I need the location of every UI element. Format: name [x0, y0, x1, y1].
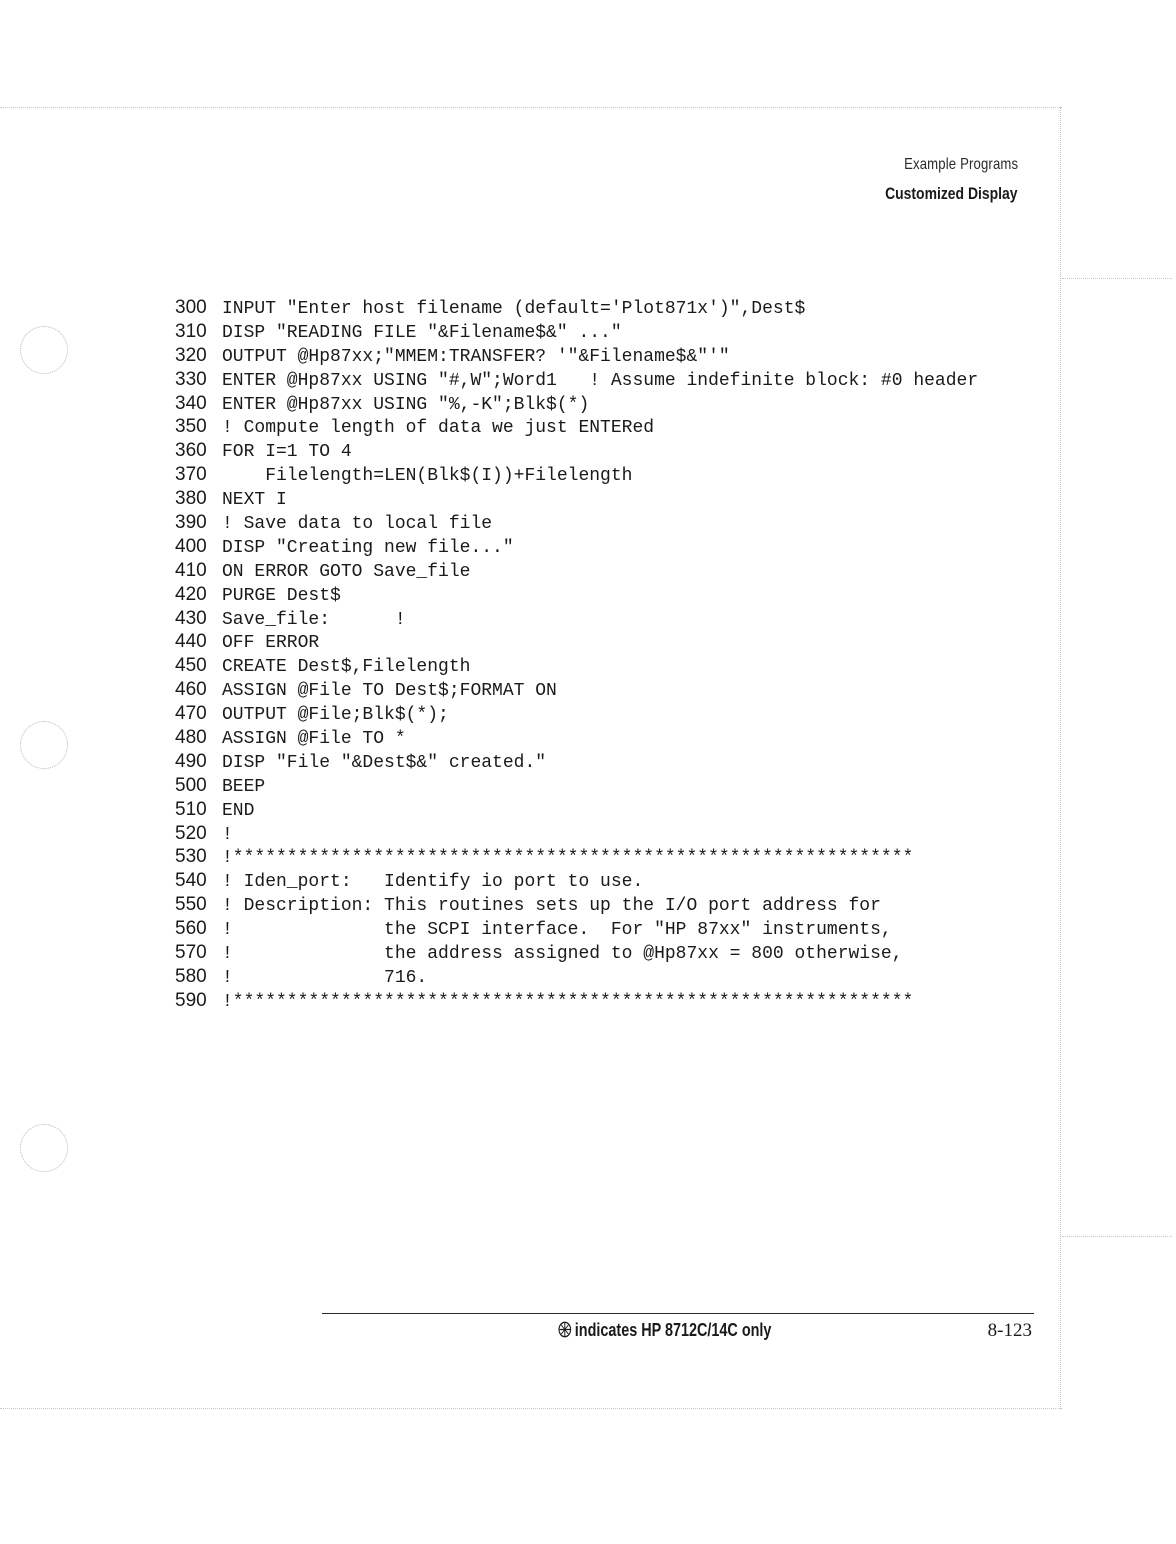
- line-number: 480: [175, 727, 207, 749]
- code-line: [175, 654, 1045, 678]
- code-text: ! Save data to local file: [222, 514, 493, 535]
- binder-hole: [20, 1124, 68, 1172]
- line-number: 320: [175, 344, 207, 366]
- code-text: !***************************************************************: [222, 991, 914, 1012]
- code-line: [175, 893, 1045, 917]
- tab-divider-top: [1062, 278, 1172, 279]
- code-text: ! 716.: [222, 967, 428, 988]
- code-text: OUTPUT @File;Blk$(*);: [222, 705, 449, 726]
- code-line: [175, 869, 1045, 893]
- line-number: 460: [175, 679, 207, 701]
- code-text: FOR I=1 TO 4: [222, 442, 352, 463]
- page-edge-top: [0, 107, 1062, 108]
- page-edge-bottom: [0, 1408, 1062, 1409]
- code-text: ! the address assigned to @Hp87xx = 800 otherwise,: [222, 944, 903, 965]
- code-line: [175, 320, 1045, 344]
- code-text: Filelength=LEN(Blk$(I))+Filelength: [222, 466, 633, 487]
- line-number: 530: [175, 846, 207, 868]
- code-text: ! Iden_port: Identify io port to use.: [222, 872, 644, 893]
- line-number: 580: [175, 965, 207, 987]
- code-text: ON ERROR GOTO Save_file: [222, 561, 471, 582]
- code-line: [175, 439, 1045, 463]
- code-line: [175, 607, 1045, 631]
- line-number: 570: [175, 942, 207, 964]
- code-line: [175, 798, 1045, 822]
- binder-hole: [20, 326, 68, 374]
- line-number: 420: [175, 583, 207, 605]
- line-number: 560: [175, 918, 207, 940]
- footer-note: [558, 1320, 771, 1341]
- code-text: CREATE Dest$,Filelength: [222, 657, 471, 678]
- code-text: OUTPUT @Hp87xx;"MMEM:TRANSFER? '"&Filename$&"'": [222, 346, 730, 367]
- code-text: INPUT "Enter host filename (default='Plot871x')",Dest$: [222, 299, 806, 319]
- line-number: 390: [175, 512, 207, 534]
- line-number: 380: [175, 488, 207, 510]
- running-header-section: Example Programs: [903, 156, 1018, 173]
- code-text: ! Compute length of data we just ENTERed: [222, 418, 655, 439]
- code-line: [175, 392, 1045, 416]
- page-number: 8-123: [987, 1320, 1032, 1341]
- footer-note-text: indicates HP 8712C/14C only: [574, 1320, 772, 1340]
- code-line: [175, 415, 1045, 439]
- code-listing: [175, 296, 1045, 1013]
- code-text: OFF ERROR: [222, 633, 320, 654]
- code-line: [175, 750, 1045, 774]
- code-line: [175, 678, 1045, 702]
- line-number: 590: [175, 989, 207, 1011]
- code-line: [175, 487, 1045, 511]
- code-line: [175, 822, 1045, 846]
- line-number: 540: [175, 870, 207, 892]
- code-line: [175, 559, 1045, 583]
- line-number: 510: [175, 798, 207, 820]
- code-line: [175, 965, 1045, 989]
- code-text: Save_file: !: [222, 609, 406, 630]
- page-edge-right: [1060, 107, 1061, 1409]
- code-line: [175, 463, 1045, 487]
- code-text: ! Description: This routines sets up the I/O port address for: [222, 896, 881, 917]
- code-line: [175, 583, 1045, 607]
- code-line: [175, 702, 1045, 726]
- code-line: [175, 296, 1045, 320]
- code-text: DISP "Creating new file...": [222, 537, 514, 558]
- line-number: 350: [175, 416, 207, 438]
- code-line: [175, 511, 1045, 535]
- code-text: !***************************************************************: [222, 848, 914, 869]
- code-text: ENTER @Hp87xx USING "#,W";Word1 ! Assume indefinite block: #0 header: [222, 370, 979, 391]
- code-text: DISP "READING FILE "&Filename$&" ...": [222, 322, 622, 343]
- code-line: [175, 368, 1045, 392]
- code-line: [175, 535, 1045, 559]
- code-line: [175, 774, 1045, 798]
- code-line: [175, 845, 1045, 869]
- code-text: ENTER @Hp87xx USING "%,-K";Blk$(*): [222, 394, 590, 415]
- binder-hole: [20, 721, 68, 769]
- line-number: 300: [175, 297, 207, 318]
- line-number: 310: [175, 320, 207, 342]
- code-line: [175, 344, 1045, 368]
- code-text: NEXT I: [222, 490, 287, 511]
- code-line: [175, 941, 1045, 965]
- line-number: 410: [175, 559, 207, 581]
- line-number: 340: [175, 392, 207, 414]
- code-text: ASSIGN @File TO Dest$;FORMAT ON: [222, 681, 557, 702]
- ref-mark-icon: [558, 1320, 572, 1341]
- code-text: BEEP: [222, 776, 266, 797]
- code-text: ! the SCPI interface. For "HP 87xx" instruments,: [222, 920, 892, 941]
- code-text: PURGE Dest$: [222, 585, 341, 606]
- code-text: END: [222, 800, 255, 821]
- code-line: [175, 630, 1045, 654]
- code-line: [175, 989, 1045, 1013]
- line-number: 400: [175, 535, 207, 557]
- line-number: 370: [175, 464, 207, 486]
- code-line: [175, 917, 1045, 941]
- line-number: 430: [175, 607, 207, 629]
- code-text: DISP "File "&Dest$&" created.": [222, 752, 547, 773]
- line-number: 470: [175, 703, 207, 725]
- line-number: 360: [175, 440, 207, 462]
- code-text: ASSIGN @File TO *: [222, 729, 406, 750]
- line-number: 450: [175, 655, 207, 677]
- line-number: 500: [175, 774, 207, 796]
- line-number: 440: [175, 631, 207, 653]
- running-header-title: Customized Display: [885, 184, 1018, 203]
- line-number: 330: [175, 368, 207, 390]
- line-number: 520: [175, 822, 207, 844]
- line-number: 550: [175, 894, 207, 916]
- code-text: !: [222, 824, 233, 845]
- line-number: 490: [175, 750, 207, 772]
- footer-rule: [322, 1313, 1034, 1314]
- code-line: [175, 726, 1045, 750]
- tab-divider-bottom: [1062, 1236, 1172, 1237]
